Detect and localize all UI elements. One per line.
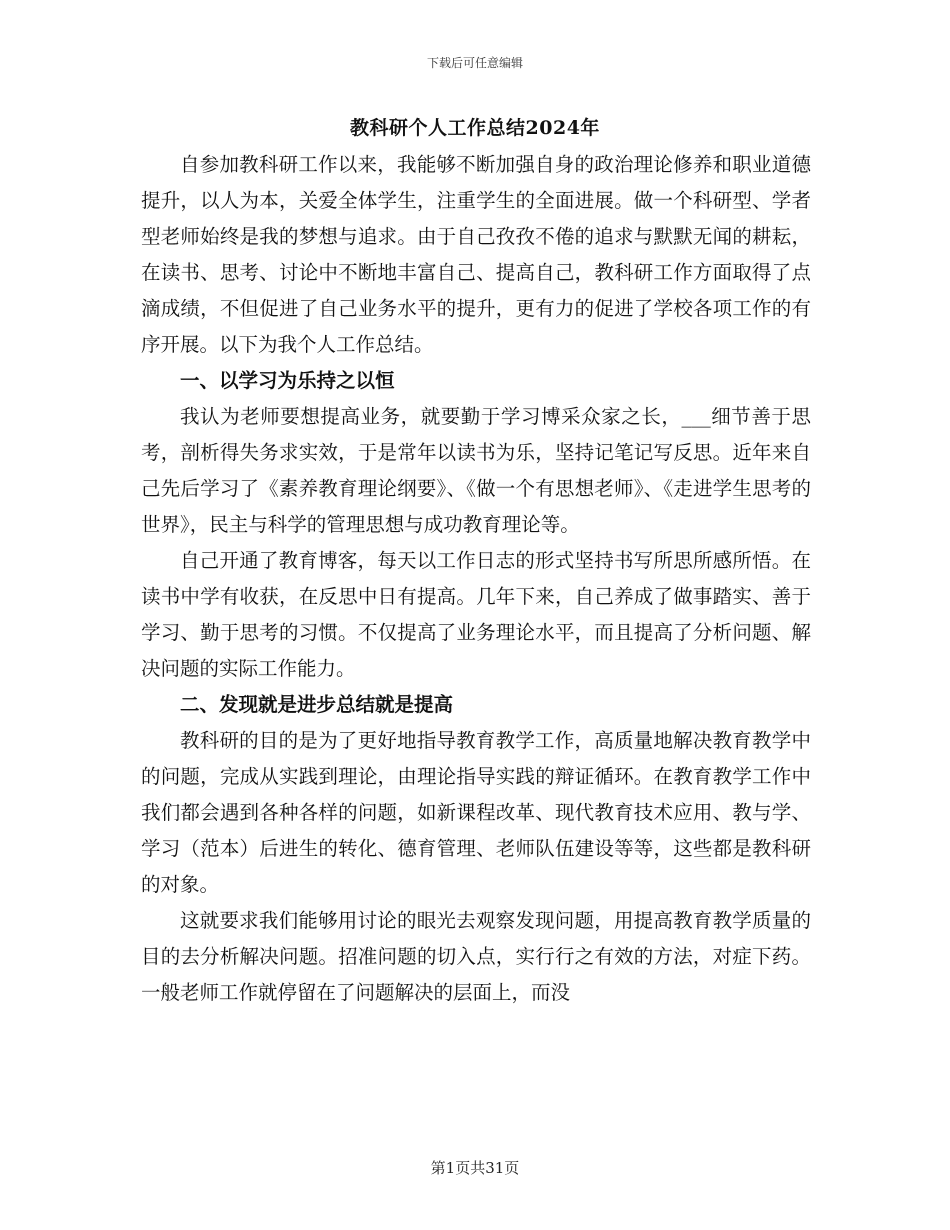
intro-paragraph: 自参加教科研工作以来，我能够不断加强自身的政治理论修养和职业道德提升，以人为本，关爱全体学生，注重学生的全面进展。做一个科研型、学者型老师始终是我的梦想与追求。由于自己孜孜不倦的追求与默默无闻的耕耘，在读书、思考、讨论中不断地丰富自己、提高自己，教科研工作方面取得了点滴成绩，不但促进了自己业务水平的提升，更有力的促进了学校各项工作的有序开展。以下为我个人工作总结。 (141, 153, 811, 356)
page-number: 第1页共31页 (430, 1159, 520, 1177)
section-2-paragraph-1: 教科研的目的是为了更好地指导教育教学工作，高质量地解决教育教学中的问题，完成从实践到理论，由理论指导实践的辩证循环。在教育教学工作中我们都会遇到各种各样的问题，如新课程改革、现代教育技术应用、教与学、学习（范本）后进生的转化、德育管理、老师队伍建设等等，这些都是教科研的对象。 (141, 729, 811, 896)
document-body (141, 147, 811, 1011)
section-1-paragraph-2: 自己开通了教育博客，每天以工作日志的形式坚持书写所思所感所悟。在读书中学有收获，在反思中日有提高。几年下来，自己养成了做事踏实、善于学习、勤于思考的习惯。不仅提高了业务理论水平，而且提高了分析问题、解决问题的实际工作能力。 (141, 549, 811, 680)
header-note: 下载后可任意编辑 (426, 56, 523, 70)
section-2-paragraph-2: 这就要求我们能够用讨论的眼光去观察发现问题，用提高教育教学质量的目的去分析解决问题。招准问题的切入点，实行行之有效的方法，对症下药。一般老师工作就停留在了问题解决的层面上，而没 (141, 909, 811, 1004)
section-1-paragraph-1: 我认为老师要想提高业务，就要勤于学习博采众家之长，___细节善于思考，剖析得失务求实效，于是常年以读书为乐，坚持记笔记写反思。近年来自己先后学习了《素养教育理论纲要》、《做一个有思想老师》、《走进学生思考的世界》，民主与科学的管理思想与成功教育理论等。 (141, 405, 811, 536)
section-2-heading: 二、发现就是进步总结就是提高 (180, 693, 454, 716)
document-title: 教科研个人工作总结2024年 (350, 117, 600, 139)
section-1-heading: 一、以学习为乐持之以恒 (180, 369, 395, 392)
